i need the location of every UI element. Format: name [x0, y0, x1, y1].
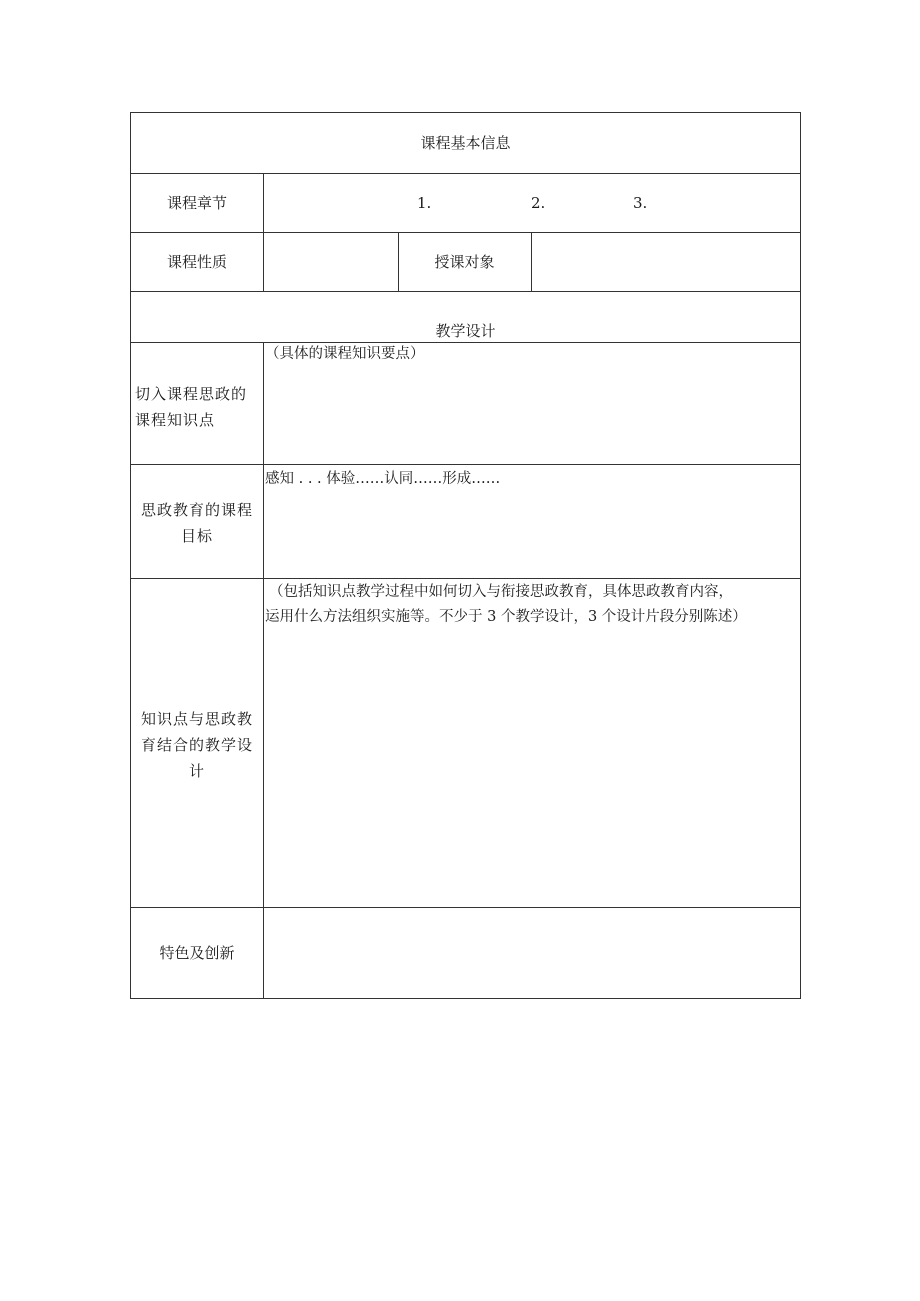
- integration-design-label: 知识点与思政教育结合的教学设计: [140, 710, 253, 780]
- knowledge-points-hint[interactable]: （具体的课程知识要点）: [265, 346, 425, 362]
- row-divider: [131, 173, 800, 174]
- chapter-item-1[interactable]: 1.: [417, 194, 432, 212]
- integration-hint-line-1[interactable]: （包括知识点教学过程中如何切入与衔接思政教育，具体思政教育内容，: [269, 584, 733, 600]
- column-divider: [263, 173, 264, 292]
- column-divider: [263, 342, 264, 998]
- course-goals-hint[interactable]: 感知 . . . 体验……认同……形成……: [265, 471, 501, 487]
- row-divider: [131, 464, 800, 465]
- course-nature-label: 课程性质: [166, 253, 227, 271]
- row-divider: [131, 291, 800, 292]
- chapter-item-3[interactable]: 3.: [633, 194, 648, 212]
- course-goals-label: 思政教育的课程目标: [140, 501, 253, 545]
- knowledge-points-label: 切入课程思政的课程知识点: [135, 385, 248, 429]
- row-divider: [131, 578, 800, 579]
- integration-hint-line-2[interactable]: 运用什么方法组织实施等。不少于 3 个教学设计，3 个设计片段分别陈述）: [265, 609, 747, 625]
- section-title-teaching-design: 教学设计: [435, 322, 496, 340]
- row-divider: [131, 232, 800, 233]
- section-title-basic-info: 课程基本信息: [420, 134, 511, 152]
- chapter-label: 课程章节: [166, 194, 227, 212]
- features-label: 特色及创新: [159, 944, 235, 962]
- course-info-form: [130, 112, 801, 999]
- row-divider: [131, 907, 800, 908]
- chapter-item-2[interactable]: 2.: [531, 194, 546, 212]
- audience-label: 授课对象: [434, 253, 495, 271]
- column-divider: [531, 232, 532, 292]
